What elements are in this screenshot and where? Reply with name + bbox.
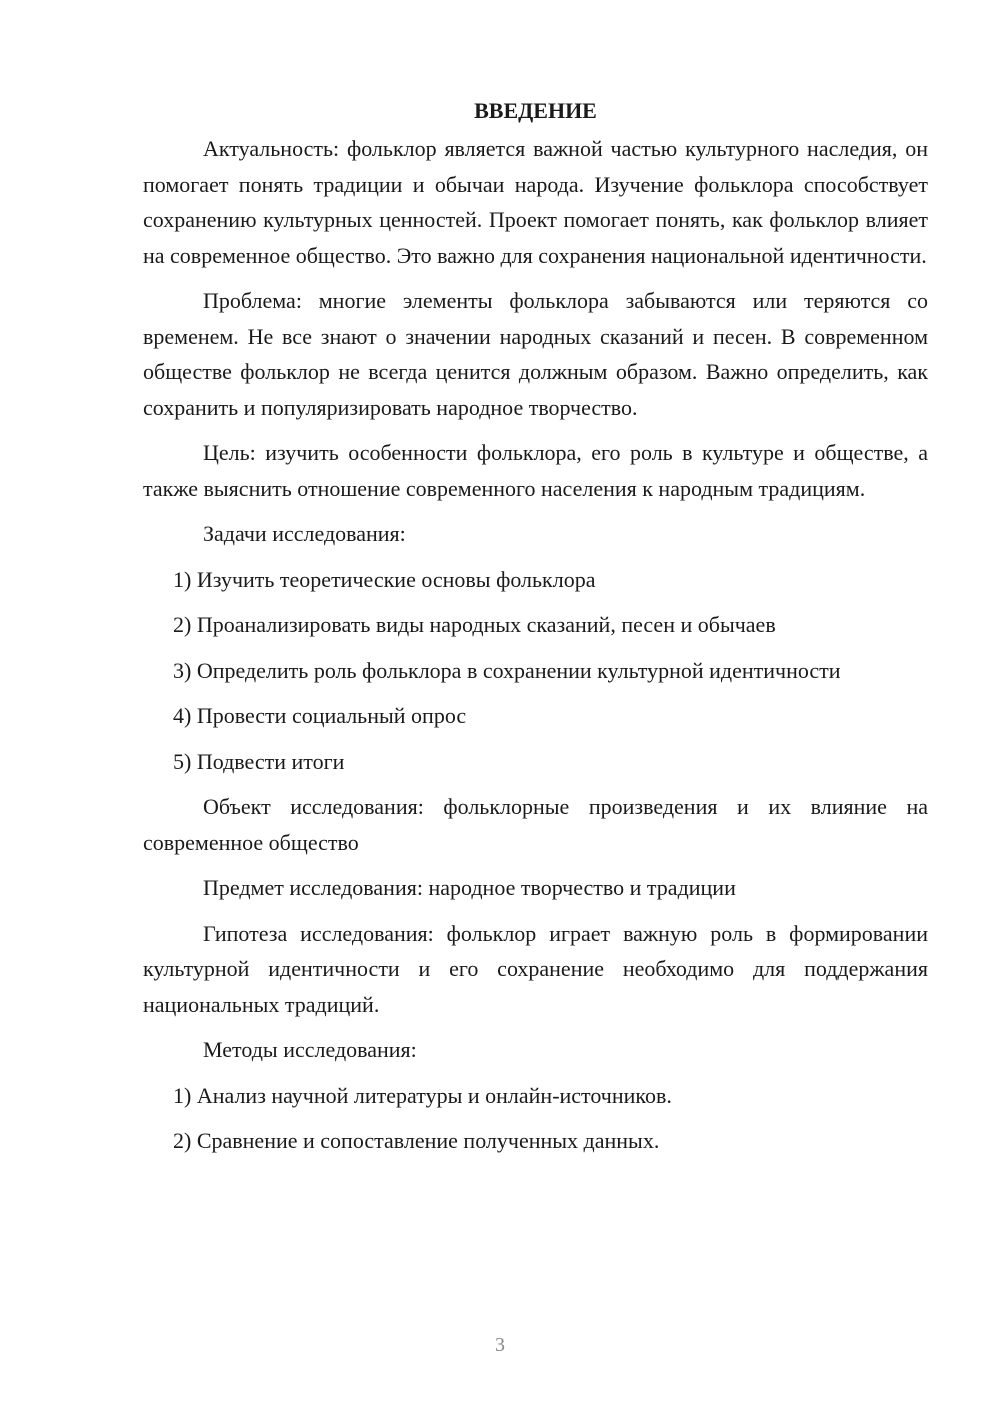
goal-paragraph: Цель: изучить особенности фольклора, его роль в культуре и обществе, а также выяснить отношение современного населения к народным традициям.: [143, 440, 928, 501]
page-number: 3: [495, 1334, 505, 1356]
object-paragraph: Объект исследования: фольклорные произведения и их влияние на современное общество: [143, 794, 928, 855]
task-item-5: 5) Подвести итоги: [173, 748, 345, 774]
method-item-1: 1) Анализ научной литературы и онлайн-источников.: [173, 1082, 672, 1108]
task-item-2: 2) Проанализировать виды народных сказаний, песен и обычаев: [173, 612, 776, 637]
task-item-4: 4) Провести социальный опрос: [173, 703, 467, 728]
hypothesis-paragraph: Гипотеза исследования: фольклор играет важную роль в формировании культурной идентичности и его сохранение необходимо для поддержания национальных традиций.: [143, 920, 928, 1017]
method-item-2: 2) Сравнение и сопоставление полученных данных.: [173, 1128, 660, 1153]
problem-paragraph: Проблема: многие элементы фольклора забываются или теряются со временем. Не все знают о значении народных сказаний и песен. В современном обществе фольклор не всегда ценится должным образом. Важно определить, как сохранить и популяризировать народное творчество.: [143, 288, 928, 420]
tasks-heading: Задачи исследования:: [203, 521, 406, 546]
relevance-paragraph: Актуальность: фольклор является важной частью культурного наследия, он помогает понять традиции и обычаи народа. Изучение фольклора способствует сохранению культурных ценностей. Проект помогает понять, как фольклор влияет на современное общество. Это важно для сохранения национальной идентичности.: [143, 136, 928, 268]
task-item-3: 3) Определить роль фольклора в сохранении культурной идентичности: [173, 657, 841, 683]
methods-heading: Методы исследования:: [203, 1037, 417, 1062]
task-item-1: 1) Изучить теоретические основы фольклора: [173, 566, 596, 592]
section-heading: ВВЕДЕНИЕ: [474, 98, 597, 123]
subject-paragraph: Предмет исследования: народное творчество и традиции: [203, 875, 736, 900]
